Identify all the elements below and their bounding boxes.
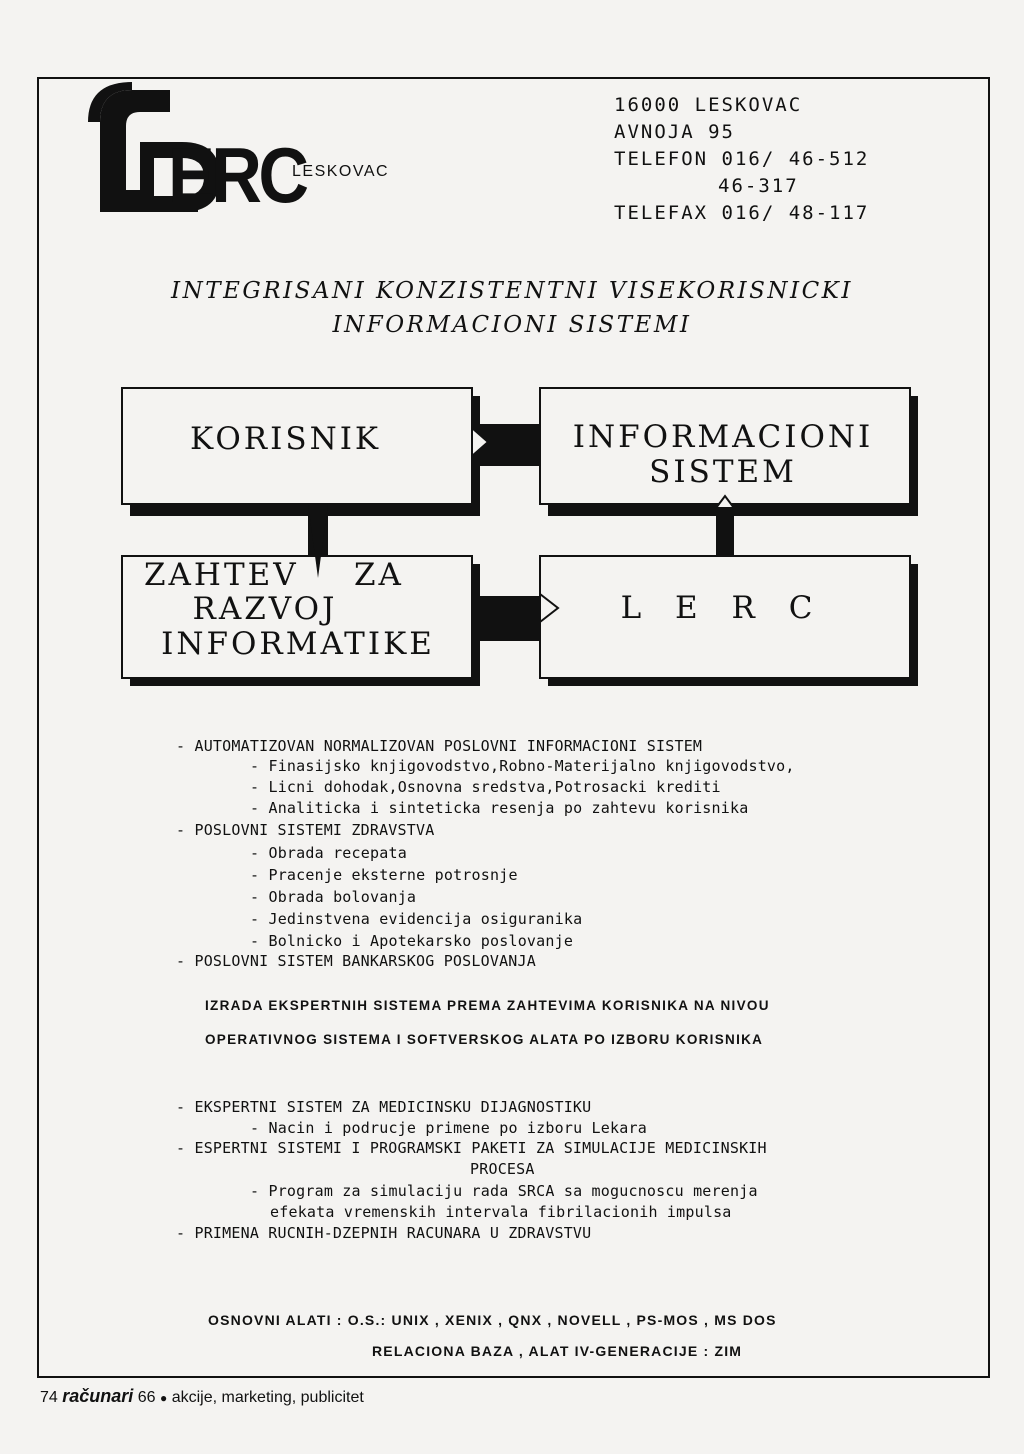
list-item: - Program za simulaciju rada SRCA sa mogucnoscu merenja bbox=[250, 1182, 758, 1200]
list-item: PROCESA bbox=[470, 1160, 535, 1178]
info-label-2: SISTEM bbox=[649, 454, 797, 490]
zahtev-label-za: ZA bbox=[354, 557, 404, 593]
address-block bbox=[614, 92, 869, 227]
expert-line-1: IZRADA EKSPERTNIH SISTEMA PREMA ZAHTEVIMA KORISNIKA NA NIVOU bbox=[205, 998, 770, 1013]
list-item: efekata vremenskih intervala fibrilacionih impulsa bbox=[270, 1203, 732, 1221]
zahtev-label-2: RAZVOJ bbox=[192, 591, 338, 627]
info-label-1: INFORMACIONI bbox=[572, 419, 874, 455]
list-item: - Nacin i podrucje primene po izboru Lekara bbox=[250, 1119, 647, 1137]
list-item: - Obrada recepata bbox=[250, 844, 407, 862]
list-item: - Finasijsko knjigovodstvo,Robno-Materijalno knjigovodstvo, bbox=[250, 757, 795, 775]
zahtev-label-1: ZAHTEV bbox=[144, 557, 299, 593]
address-fax: TELEFAX 016/ 48-117 bbox=[614, 202, 870, 224]
list-item: - Bolnicko i Apotekarsko poslovanje bbox=[250, 932, 574, 950]
address-city: 16000 LESKOVAC bbox=[614, 94, 803, 116]
flow-diagram bbox=[118, 384, 928, 699]
section-name: akcije, marketing, publicitet bbox=[171, 1389, 364, 1406]
list-item: - POSLOVNI SISTEMI ZDRAVSTVA bbox=[176, 821, 435, 839]
address-street: AVNOJA 95 bbox=[614, 121, 735, 143]
korisnik-label: KORISNIK bbox=[190, 421, 382, 457]
list-item: - Pracenje eksterne potrosnje bbox=[250, 866, 518, 884]
list-item: - AUTOMATIZOVAN NORMALIZOVAN POSLOVNI INFORMACIONI SISTEM bbox=[176, 737, 703, 755]
address-phone-2: 46-317 bbox=[718, 175, 799, 197]
list-item: - Licni dohodak,Osnovna sredstva,Potrosacki krediti bbox=[250, 778, 721, 796]
zahtev-label-3: INFORMATIKE bbox=[161, 626, 435, 662]
list-item: - ESPERTNI SISTEMI I PROGRAMSKI PAKETI ZA SIMULACIJE MEDICINSKIH bbox=[176, 1139, 767, 1157]
list-item: - POSLOVNI SISTEM BANKARSKOG POSLOVANJA bbox=[176, 952, 536, 970]
issue-number: 66 bbox=[137, 1389, 156, 1406]
tools-line-2: RELACIONA BAZA , ALAT IV-GENERACIJE : ZIM bbox=[372, 1343, 743, 1359]
logo-city: LESKOVAC bbox=[292, 163, 390, 180]
list-item: - Analiticka i sinteticka resenja po zahtevu korisnika bbox=[250, 799, 749, 817]
list-item: - EKSPERTNI SISTEM ZA MEDICINSKU DIJAGNOSTIKU bbox=[176, 1098, 592, 1116]
page-footer bbox=[40, 1386, 364, 1407]
list-item: - Obrada bolovanja bbox=[250, 888, 417, 906]
expert-line-2: OPERATIVNOG SISTEMA I SOFTVERSKOG ALATA PO IZBORU KORISNIKA bbox=[205, 1032, 764, 1047]
headline-line-2: INFORMACIONI SISTEMI bbox=[332, 312, 692, 338]
address-phone: TELEFON 016/ 46-512 bbox=[614, 148, 870, 170]
headline-line-1: INTEGRISANI KONZISTENTNI VISEKORISNICKI bbox=[171, 278, 853, 304]
magazine-name: računari bbox=[62, 1386, 134, 1406]
lerc-label: L E R C bbox=[620, 590, 816, 626]
bullet-icon: ● bbox=[160, 1390, 168, 1405]
page-number: 74 bbox=[40, 1389, 58, 1406]
list-item: - PRIMENA RUCNIH-DZEPNIH RACUNARA U ZDRAVSTVU bbox=[176, 1224, 592, 1242]
list-item: - Jedinstvena evidencija osiguranika bbox=[250, 910, 583, 928]
tools-line-1: OSNOVNI ALATI : O.S.: UNIX , XENIX , QNX , NOVELL , PS-MOS , MS DOS bbox=[208, 1312, 777, 1328]
logo-letters: ERC bbox=[168, 131, 306, 219]
